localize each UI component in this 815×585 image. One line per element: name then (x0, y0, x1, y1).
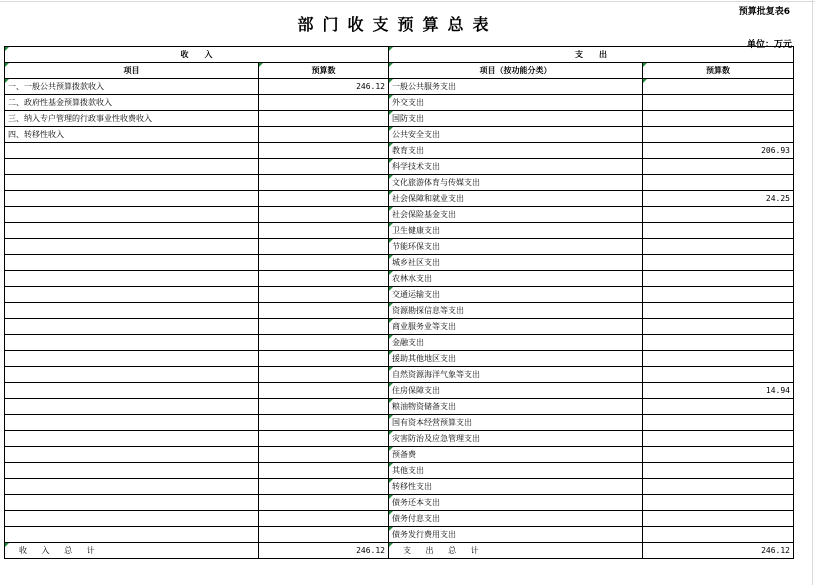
income-item-header[interactable]: 项目 (5, 63, 259, 79)
budget-summary-table (4, 46, 794, 559)
expense-amount-cell[interactable] (643, 255, 794, 271)
table-row (5, 143, 794, 159)
expense-item-cell[interactable]: 外交支出 (389, 95, 643, 111)
table-row (5, 335, 794, 351)
expense-amount-cell[interactable] (643, 223, 794, 239)
expense-item-cell[interactable]: 自然资源海洋气象等支出 (389, 367, 643, 383)
expense-item-cell[interactable]: 社会保险基金支出 (389, 207, 643, 223)
expense-amount-cell[interactable] (643, 367, 794, 383)
income-item-cell[interactable] (5, 351, 259, 367)
expense-amount-cell[interactable]: 14.94 (643, 383, 794, 399)
sheet-top-border (0, 1, 815, 2)
expense-amount-cell[interactable] (643, 303, 794, 319)
expense-item-cell[interactable]: 公共安全支出 (389, 127, 643, 143)
expense-total-label[interactable]: 支 出 总 计 (389, 543, 643, 559)
expense-item-cell[interactable]: 节能环保支出 (389, 239, 643, 255)
expense-item-cell[interactable]: 预备费 (389, 447, 643, 463)
table-row (5, 191, 794, 207)
expense-item-cell[interactable]: 其他支出 (389, 463, 643, 479)
expense-item-cell[interactable]: 国有资本经营预算支出 (389, 415, 643, 431)
column-header-row (5, 63, 794, 79)
table-row (5, 223, 794, 239)
table-row (5, 255, 794, 271)
income-item-cell[interactable]: 三、纳入专户管理的行政事业性收费收入 (5, 111, 259, 127)
expense-amount-cell[interactable] (643, 207, 794, 223)
income-amount-cell[interactable] (259, 319, 389, 335)
table-row (5, 511, 794, 527)
income-item-cell[interactable] (5, 319, 259, 335)
income-item-cell[interactable] (5, 287, 259, 303)
income-amount-cell[interactable] (259, 527, 389, 543)
income-item-cell[interactable] (5, 463, 259, 479)
expense-amount-cell[interactable]: 24.25 (643, 191, 794, 207)
income-amount-cell[interactable] (259, 511, 389, 527)
income-amount-cell[interactable] (259, 239, 389, 255)
table-row (5, 463, 794, 479)
income-item-cell[interactable] (5, 431, 259, 447)
expense-amount-cell[interactable] (643, 271, 794, 287)
expense-item-cell[interactable]: 农林水支出 (389, 271, 643, 287)
income-amount-cell[interactable] (259, 415, 389, 431)
income-total-amount[interactable]: 246.12 (259, 543, 389, 559)
table-row (5, 415, 794, 431)
income-amount-cell[interactable] (259, 431, 389, 447)
expense-amount-cell[interactable] (643, 463, 794, 479)
table-row (5, 79, 794, 95)
expense-item-cell[interactable]: 社会保障和就业支出 (389, 191, 643, 207)
income-amount-cell[interactable] (259, 223, 389, 239)
expense-amount-cell[interactable] (643, 351, 794, 367)
expense-amount-cell[interactable] (643, 335, 794, 351)
expense-amount-cell[interactable] (643, 175, 794, 191)
table-row (5, 303, 794, 319)
income-amount-cell[interactable] (259, 367, 389, 383)
income-amount-cell[interactable] (259, 191, 389, 207)
income-amount-cell[interactable] (259, 143, 389, 159)
table-row (5, 239, 794, 255)
expense-item-cell[interactable]: 商业服务业等支出 (389, 319, 643, 335)
table-row (5, 447, 794, 463)
income-amount-cell[interactable] (259, 383, 389, 399)
expense-item-cell[interactable]: 教育支出 (389, 143, 643, 159)
income-amount-cell[interactable] (259, 447, 389, 463)
expense-item-cell[interactable]: 交通运输支出 (389, 287, 643, 303)
income-item-cell[interactable] (5, 175, 259, 191)
total-row (5, 543, 794, 559)
expense-amount-cell[interactable] (643, 127, 794, 143)
expense-item-cell[interactable]: 债务还本支出 (389, 495, 643, 511)
income-item-cell[interactable]: 一、一般公共预算拨款收入 (5, 79, 259, 95)
income-amount-cell[interactable] (259, 175, 389, 191)
sheet-right-border (812, 0, 813, 585)
expense-item-cell[interactable]: 文化旅游体育与传媒支出 (389, 175, 643, 191)
expense-item-cell[interactable]: 金融支出 (389, 335, 643, 351)
income-amount-cell[interactable] (259, 271, 389, 287)
table-row (5, 287, 794, 303)
income-item-cell[interactable] (5, 479, 259, 495)
expense-amount-cell[interactable]: 206.93 (643, 143, 794, 159)
expense-amount-cell[interactable] (643, 479, 794, 495)
expense-section-header[interactable]: 支 出 (389, 47, 794, 63)
unit-label: 单位：万元 (746, 40, 792, 50)
income-amount-cell[interactable] (259, 111, 389, 127)
expense-amount-cell[interactable] (643, 79, 794, 95)
income-item-cell[interactable] (5, 383, 259, 399)
income-amount-cell[interactable] (259, 495, 389, 511)
expense-amount-cell[interactable] (643, 527, 794, 543)
income-item-cell[interactable] (5, 495, 259, 511)
income-amount-cell[interactable] (259, 95, 389, 111)
expense-item-cell[interactable]: 资源勘探信息等支出 (389, 303, 643, 319)
income-item-cell[interactable] (5, 335, 259, 351)
income-item-cell[interactable] (5, 207, 259, 223)
table-row (5, 399, 794, 415)
expense-amount-cell[interactable] (643, 415, 794, 431)
income-amount-cell[interactable] (259, 127, 389, 143)
income-item-cell[interactable] (5, 415, 259, 431)
table-row (5, 527, 794, 543)
expense-item-cell[interactable]: 转移性支出 (389, 479, 643, 495)
expense-item-cell[interactable]: 城乡社区支出 (389, 255, 643, 271)
table-row (5, 351, 794, 367)
expense-item-cell[interactable]: 一般公共服务支出 (389, 79, 643, 95)
expense-amount-cell[interactable] (643, 399, 794, 415)
expense-amount-cell[interactable] (643, 431, 794, 447)
table-row (5, 127, 794, 143)
income-item-cell[interactable] (5, 255, 259, 271)
income-item-cell[interactable] (5, 527, 259, 543)
expense-amount-cell[interactable] (643, 95, 794, 111)
expense-total-amount[interactable]: 246.12 (643, 543, 794, 559)
income-amount-cell[interactable] (259, 399, 389, 415)
expense-item-header[interactable]: 项目（按功能分类） (389, 63, 643, 79)
income-amount-cell[interactable] (259, 479, 389, 495)
income-amount-cell[interactable]: 246.12 (259, 79, 389, 95)
expense-amount-cell[interactable] (643, 495, 794, 511)
table-row (5, 495, 794, 511)
section-header-row (5, 47, 794, 63)
income-item-cell[interactable] (5, 239, 259, 255)
income-amount-cell[interactable] (259, 159, 389, 175)
income-amount-cell[interactable] (259, 335, 389, 351)
expense-amount-cell[interactable] (643, 319, 794, 335)
income-amount-header[interactable]: 预算数 (259, 63, 389, 79)
income-item-cell[interactable]: 四、转移性收入 (5, 127, 259, 143)
expense-amount-cell[interactable] (643, 447, 794, 463)
income-item-cell[interactable]: 二、政府性基金预算拨款收入 (5, 95, 259, 111)
income-item-cell[interactable] (5, 159, 259, 175)
income-amount-cell[interactable] (259, 303, 389, 319)
table-row (5, 479, 794, 495)
income-amount-cell[interactable] (259, 207, 389, 223)
income-item-cell[interactable] (5, 223, 259, 239)
income-item-cell[interactable] (5, 367, 259, 383)
expense-item-cell[interactable]: 灾害防治及应急管理支出 (389, 431, 643, 447)
income-total-label[interactable]: 收 入 总 计 (5, 543, 259, 559)
table-row (5, 383, 794, 399)
income-amount-cell[interactable] (259, 287, 389, 303)
expense-item-cell[interactable]: 债务发行费用支出 (389, 527, 643, 543)
form-number: 预算批复表6 (738, 7, 790, 17)
expense-amount-header[interactable]: 预算数 (643, 63, 794, 79)
income-item-cell[interactable] (5, 191, 259, 207)
expense-item-cell[interactable]: 国防支出 (389, 111, 643, 127)
income-item-cell[interactable] (5, 303, 259, 319)
table-row (5, 95, 794, 111)
expense-amount-cell[interactable] (643, 287, 794, 303)
table-row (5, 271, 794, 287)
expense-amount-cell[interactable] (643, 159, 794, 175)
table-row (5, 175, 794, 191)
table-row (5, 319, 794, 335)
expense-item-cell[interactable]: 住房保障支出 (389, 383, 643, 399)
expense-item-cell[interactable]: 卫生健康支出 (389, 223, 643, 239)
expense-item-cell[interactable]: 粮油物资储备支出 (389, 399, 643, 415)
income-item-cell[interactable] (5, 447, 259, 463)
income-item-cell[interactable] (5, 143, 259, 159)
income-amount-cell[interactable] (259, 351, 389, 367)
table-row (5, 431, 794, 447)
expense-amount-cell[interactable] (643, 511, 794, 527)
expense-item-cell[interactable]: 债务付息支出 (389, 511, 643, 527)
income-section-header[interactable]: 收 入 (5, 47, 389, 63)
expense-amount-cell[interactable] (643, 239, 794, 255)
table-row (5, 367, 794, 383)
table-row (5, 111, 794, 127)
expense-amount-cell[interactable] (643, 111, 794, 127)
expense-item-cell[interactable]: 科学技术支出 (389, 159, 643, 175)
income-item-cell[interactable] (5, 399, 259, 415)
expense-item-cell[interactable]: 援助其他地区支出 (389, 351, 643, 367)
income-amount-cell[interactable] (259, 463, 389, 479)
table-row (5, 159, 794, 175)
table-row (5, 207, 794, 223)
income-amount-cell[interactable] (259, 255, 389, 271)
income-item-cell[interactable] (5, 271, 259, 287)
page-title: 部门收支预算总表 (297, 15, 498, 34)
income-item-cell[interactable] (5, 511, 259, 527)
